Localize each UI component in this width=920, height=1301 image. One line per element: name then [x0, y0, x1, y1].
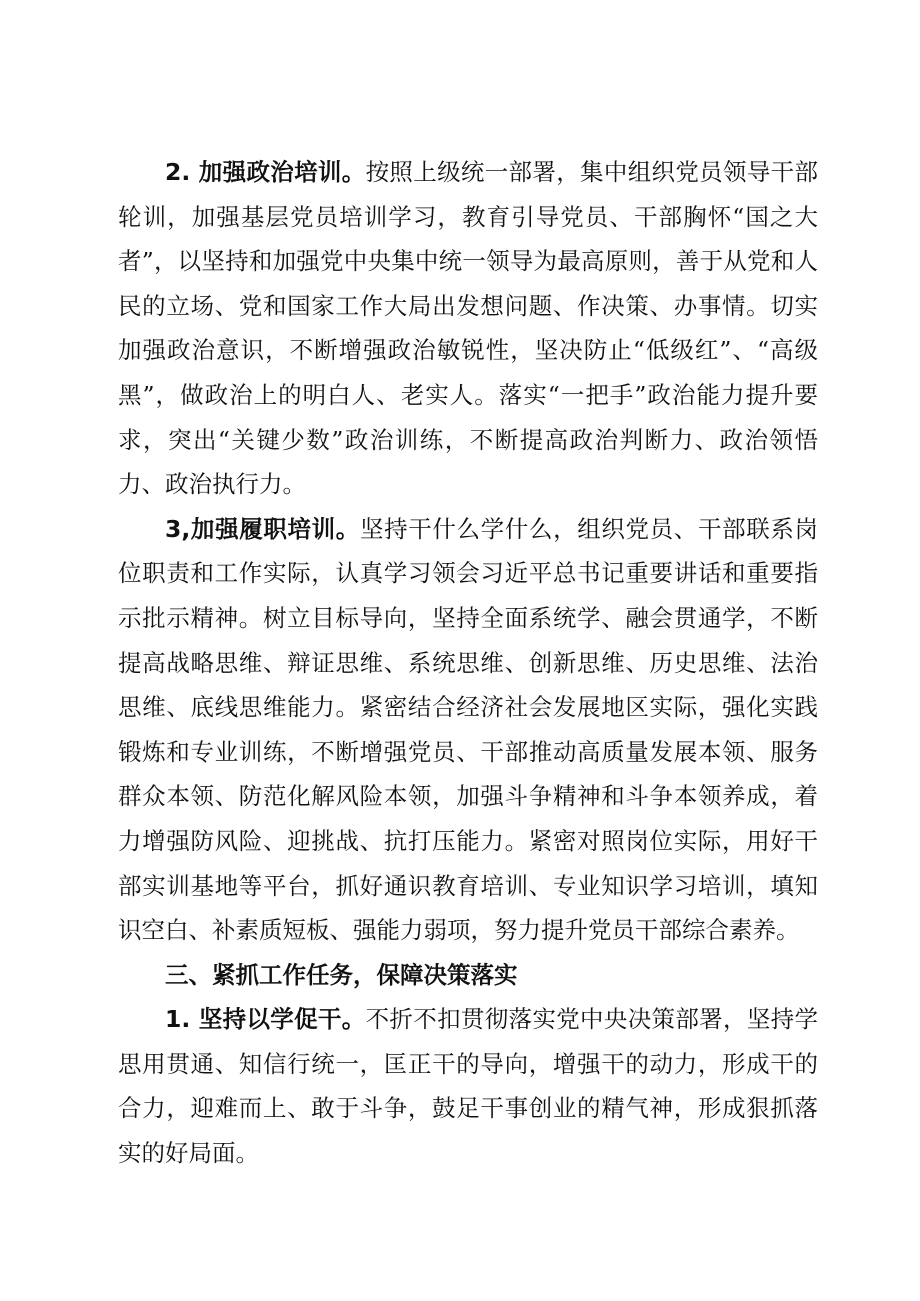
paragraph-text: 按照上级统一部署，集中组织党员领导干部轮训，加强基层党员培训学习，教育引导党员、干部胸怀“国之大者”，以坚持和加强党中央集中统一领导为最高原则，善于从党和人民的立场、党和国家工作大局出发想问题、作决策、办事情。切实加强政治意识，不断增强政治敏锐性，坚决防止“低级红”、“高级黑”，做政治上的明白人、老实人。落实“一把手”政治能力提升要求，突出“关键少数”政治训练，不断提高政治判断力、政治领悟力、政治执行力。	[118, 158, 818, 499]
paragraph-learn-to-work	[118, 997, 818, 1175]
paragraph-text: 坚持干什么学什么，组织党员、干部联系岗位职责和工作实际，认真学习领会习近平总书记重要讲话和重要指示批示精神。树立目标导向，坚持全面系统学、融会贯通学，不断提高战略思维、辩证思维、系统思维、创新思维、历史思维、法治思维、底线思维能力。紧密结合经济社会发展地区实际，强化实践锻炼和专业训练，不断增强党员、干部推动高质量发展本领、服务群众本领、防范化解风险本领，加强斗争精神和斗争本领养成，着力增强防风险、迎挑战、抗打压能力。紧密对照岗位实际，用好干部实训基地等平台，抓好通识教育培训、专业知识学习培训，填知识空白、补素质短板、强能力弱项，努力提升党员干部综合素养。	[118, 514, 819, 945]
document-body	[118, 150, 818, 1176]
section-heading: 三、紧抓工作任务，保障决策落实	[165, 960, 518, 989]
paragraph-lead: 2. 加强政治培训。	[165, 158, 366, 186]
paragraph-lead: 1. 坚持以学促干。	[165, 1005, 366, 1034]
paragraph-lead: 3,加强履职培训。	[165, 514, 360, 543]
paragraph-duty-training	[118, 507, 818, 953]
paragraph-political-training	[118, 150, 818, 507]
paragraph-text: 不折不扣贯彻落实党中央决策部署，坚持学思用贯通、知信行统一，匡正干的导向，增强干的动力，形成干的合力，迎难而上、敢于斗争，鼓足干事创业的精气神，形成狠抓落实的好局面。	[118, 1005, 818, 1168]
